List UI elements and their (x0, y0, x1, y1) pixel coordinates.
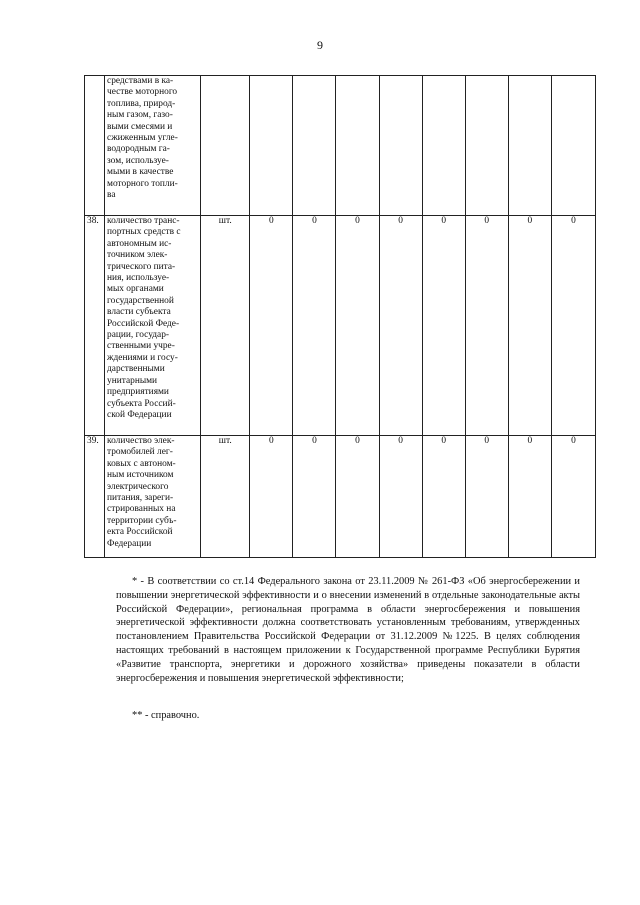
description-line: субъекта Россий- (107, 398, 176, 409)
row-value (465, 76, 508, 216)
description-line: портных средств с (107, 227, 181, 238)
description-line: Федерации (107, 538, 152, 549)
row-description (105, 216, 201, 436)
description-line: топлива, природ- (107, 98, 176, 109)
description-line: зом, используе- (107, 155, 169, 166)
row-unit: шт. (201, 436, 250, 558)
description-line: тромобилей лег- (107, 447, 173, 458)
row-unit (201, 76, 250, 216)
row-description (105, 436, 201, 558)
description-line: стрированных на (107, 504, 176, 515)
description-line: ственными учре- (107, 341, 175, 352)
row-value (336, 76, 379, 216)
description-line: мыми в качестве (107, 167, 174, 178)
table-row (85, 76, 596, 216)
description-line: количество транс- (107, 216, 180, 226)
row-number (85, 76, 105, 216)
row-value: 0 (336, 216, 379, 436)
description-line: Российской Феде- (107, 318, 180, 329)
description-line: количество элек- (107, 436, 175, 446)
indicators-table (84, 75, 596, 558)
description-line: территории субъ- (107, 515, 177, 526)
row-value: 0 (293, 216, 336, 436)
description-line: унитарными (107, 375, 158, 386)
table-row (85, 216, 596, 436)
row-value: 0 (379, 216, 422, 436)
description-line: точником элек- (107, 250, 168, 261)
description-line: екта Российской (107, 527, 173, 538)
row-value (379, 76, 422, 216)
row-value (551, 76, 595, 216)
footnote-reference: ** - справочно. (132, 710, 200, 721)
description-line: моторного топли- (107, 178, 178, 189)
row-value: 0 (250, 436, 293, 558)
row-value: 0 (379, 436, 422, 558)
description-line: водородным га- (107, 144, 170, 155)
description-line: мых органами (107, 284, 164, 295)
description-line: ва (107, 190, 116, 201)
page-number: 9 (317, 38, 323, 52)
description-line: выми смесями и (107, 121, 173, 132)
description-line: дарственными (107, 364, 165, 375)
description-line: ным источником (107, 470, 174, 481)
row-value: 0 (422, 216, 465, 436)
row-value (250, 76, 293, 216)
description-line: честве моторного (107, 87, 178, 98)
row-value: 0 (508, 216, 551, 436)
description-line: ждениями и госу- (107, 352, 178, 363)
row-value (293, 76, 336, 216)
description-line: трического пита- (107, 261, 176, 272)
row-unit: шт. (201, 216, 250, 436)
row-number: 39. (85, 436, 105, 558)
row-value: 0 (465, 216, 508, 436)
row-value: 0 (551, 216, 595, 436)
row-number: 38. (85, 216, 105, 436)
description-line: рации, государ- (107, 330, 170, 341)
row-value (422, 76, 465, 216)
description-line: предприятиями (107, 387, 169, 398)
row-value: 0 (293, 436, 336, 558)
row-value: 0 (508, 436, 551, 558)
description-line: сжиженным угле- (107, 133, 178, 144)
row-value: 0 (422, 436, 465, 558)
row-description (105, 76, 201, 216)
description-line: ным газом, газо- (107, 110, 173, 121)
description-line: ковых с автоном- (107, 458, 176, 469)
description-line: электрического (107, 481, 169, 492)
row-value: 0 (336, 436, 379, 558)
description-line: автономным ис- (107, 238, 172, 249)
row-value: 0 (465, 436, 508, 558)
description-line: ния, используе- (107, 273, 170, 284)
row-value: 0 (250, 216, 293, 436)
description-line: средствами в ка- (107, 76, 174, 86)
description-line: ской Федерации (107, 409, 172, 420)
table-row (85, 436, 596, 558)
row-value (508, 76, 551, 216)
description-line: власти субъекта (107, 307, 171, 318)
description-line: государственной (107, 295, 174, 306)
row-value: 0 (551, 436, 595, 558)
footnote-main: * - В соответствии со ст.14 Федерального закона от 23.11.2009 № 261-ФЗ «Об энергосбережении и повышении энергетической эффективности и о внесении изменений в отдельные законодательные акты Российской Федерации», региональная программа в области энергосбережения и повышения энергетической эффективности должна соответствовать установленным требованиям, утвержденных постановлением Правительства Российской Федерации от 31.12.2009 №1225. В целях соблюдения настоящих требований в настоящем приложении к Государственной программе Республики Бурятия «Развитие транспорта, энергетики и дорожного хозяйства» приведены показатели в области энергосбережения и повышения энергетической эффективности; (116, 576, 580, 684)
description-line: питания, зареги- (107, 493, 174, 504)
